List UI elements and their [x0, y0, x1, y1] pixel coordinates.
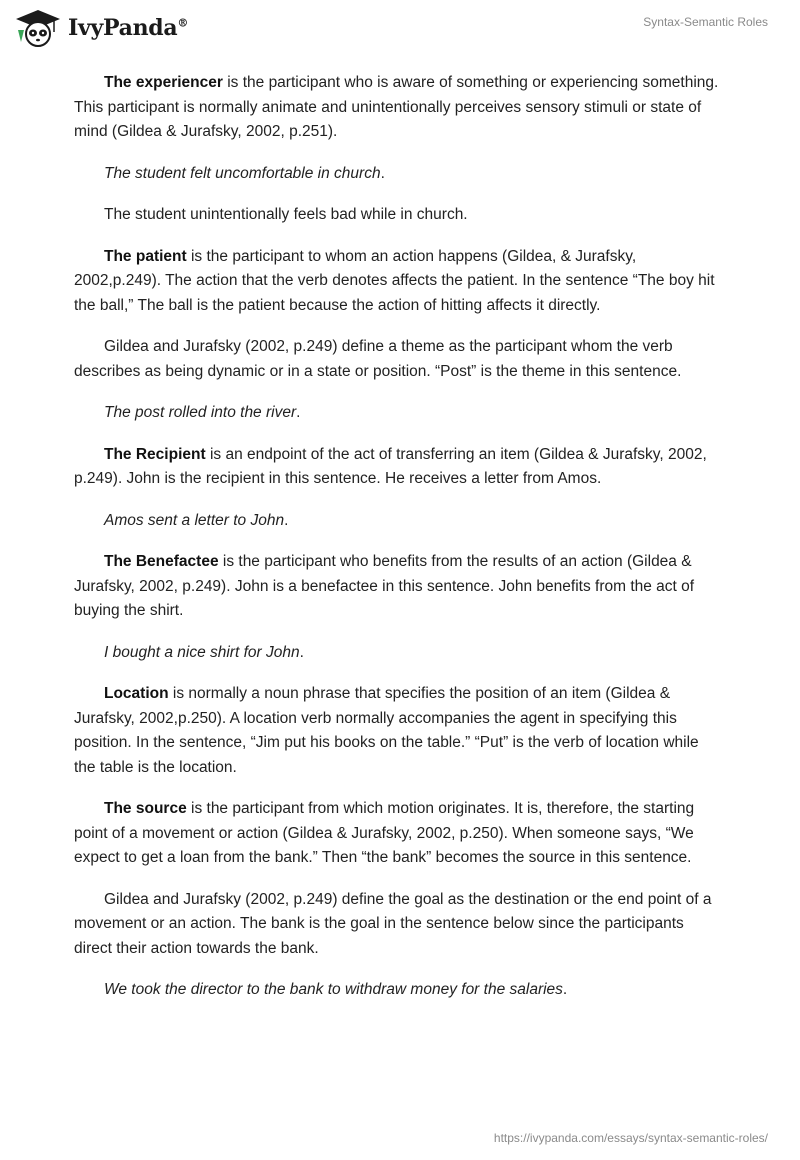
paragraph	[74, 641, 724, 666]
paragraph	[74, 71, 724, 145]
term-heading: Location	[104, 685, 169, 702]
paragraph	[74, 509, 724, 534]
term-heading: The experiencer	[104, 74, 223, 91]
document-title: Syntax-Semantic Roles	[643, 15, 768, 29]
example-sentence: I bought a nice shirt for John	[104, 643, 300, 661]
paragraph-text: Gildea and Jurafsky (2002, p.249) define a theme as the participant whom the verb describes as being dynamic or in a state or position. “Post” is the theme in this sentence.	[74, 338, 682, 380]
paragraph	[74, 335, 724, 384]
example-sentence: The post rolled into the river	[104, 404, 297, 421]
example-sentence: We took the director to the bank to withdraw money for the salaries	[104, 981, 563, 998]
term-heading: The patient	[104, 247, 187, 265]
term-heading: The Benefactee	[104, 553, 219, 570]
example-sentence: The student felt uncomfortable in church	[104, 164, 381, 182]
paragraph-text: is normally a noun phrase that specifies the position of an item (Gildea & Jurafsky, 2002,p.250). A location verb normally accompanies the agent in specifying this position. In the sentence, “Jim put his books on the table.” “Put” is the verb of location while the table is the location.	[74, 685, 699, 776]
essay-body	[74, 71, 724, 1020]
paragraph-text: .	[299, 643, 304, 661]
paragraph-text: .	[284, 511, 289, 529]
term-heading: The Recipient	[104, 445, 206, 463]
paragraph-text: is an endpoint of the act of transferring an item (Gildea & Jurafsky, 2002, p.249). John is the recipient in this sentence. He receives a letter from Amos.	[74, 445, 707, 487]
brand-logo[interactable]	[14, 8, 188, 48]
paragraph	[74, 682, 724, 780]
paragraph-text: is the participant from which motion originates. It is, therefore, the starting point of a movement or action (Gildea & Jurafsky, 2002, p.250). When someone says, “We expect to get a loan from the bank.” Then “the bank” becomes the source in this sentence.	[74, 800, 695, 866]
paragraph	[74, 162, 724, 187]
paragraph	[74, 550, 724, 624]
paragraph-text: .	[296, 404, 301, 421]
paragraph	[74, 888, 724, 962]
source-url[interactable]: https://ivypanda.com/essays/syntax-semantic-roles/	[493, 1131, 768, 1145]
paragraph	[74, 443, 724, 492]
brand-name: IvyPanda®	[68, 15, 189, 41]
paragraph-text: Gildea and Jurafsky (2002, p.249) define the goal as the destination or the end point of a movement or an action. The bank is the goal in the sentence below since the participants direct their action towards the bank.	[74, 890, 712, 957]
paragraph-text: The student unintentionally feels bad while in church.	[104, 206, 468, 223]
term-heading: The source	[104, 800, 187, 817]
example-sentence: Amos sent a letter to John	[104, 511, 285, 529]
paragraph	[74, 797, 724, 871]
paragraph-text: .	[562, 981, 568, 998]
paragraph	[74, 203, 724, 228]
paragraph-text: is the participant to whom an action happens (Gildea, & Jurafsky, 2002,p.249). The action that the verb denotes affects the patient. In the sentence “The boy hit the ball,” The ball is the patient because the action of hitting affects it directly.	[74, 247, 715, 314]
paragraph	[74, 245, 724, 319]
paragraph-text: is the participant who benefits from the results of an action (Gildea & Jurafsky, 2002, p.249). John is a benefactee in this sentence. John benefits from the act of buying the shirt.	[74, 553, 695, 619]
paragraph-text: .	[380, 164, 385, 182]
paragraph	[74, 401, 724, 426]
paragraph	[74, 978, 724, 1003]
paragraph-text: is the participant who is aware of something or experiencing something. This participant is normally animate and unintentionally perceives sensory stimuli or state of mind (Gildea & Jurafsky, 2002, p.251).	[74, 74, 719, 140]
panda-graduate-icon	[14, 8, 62, 48]
